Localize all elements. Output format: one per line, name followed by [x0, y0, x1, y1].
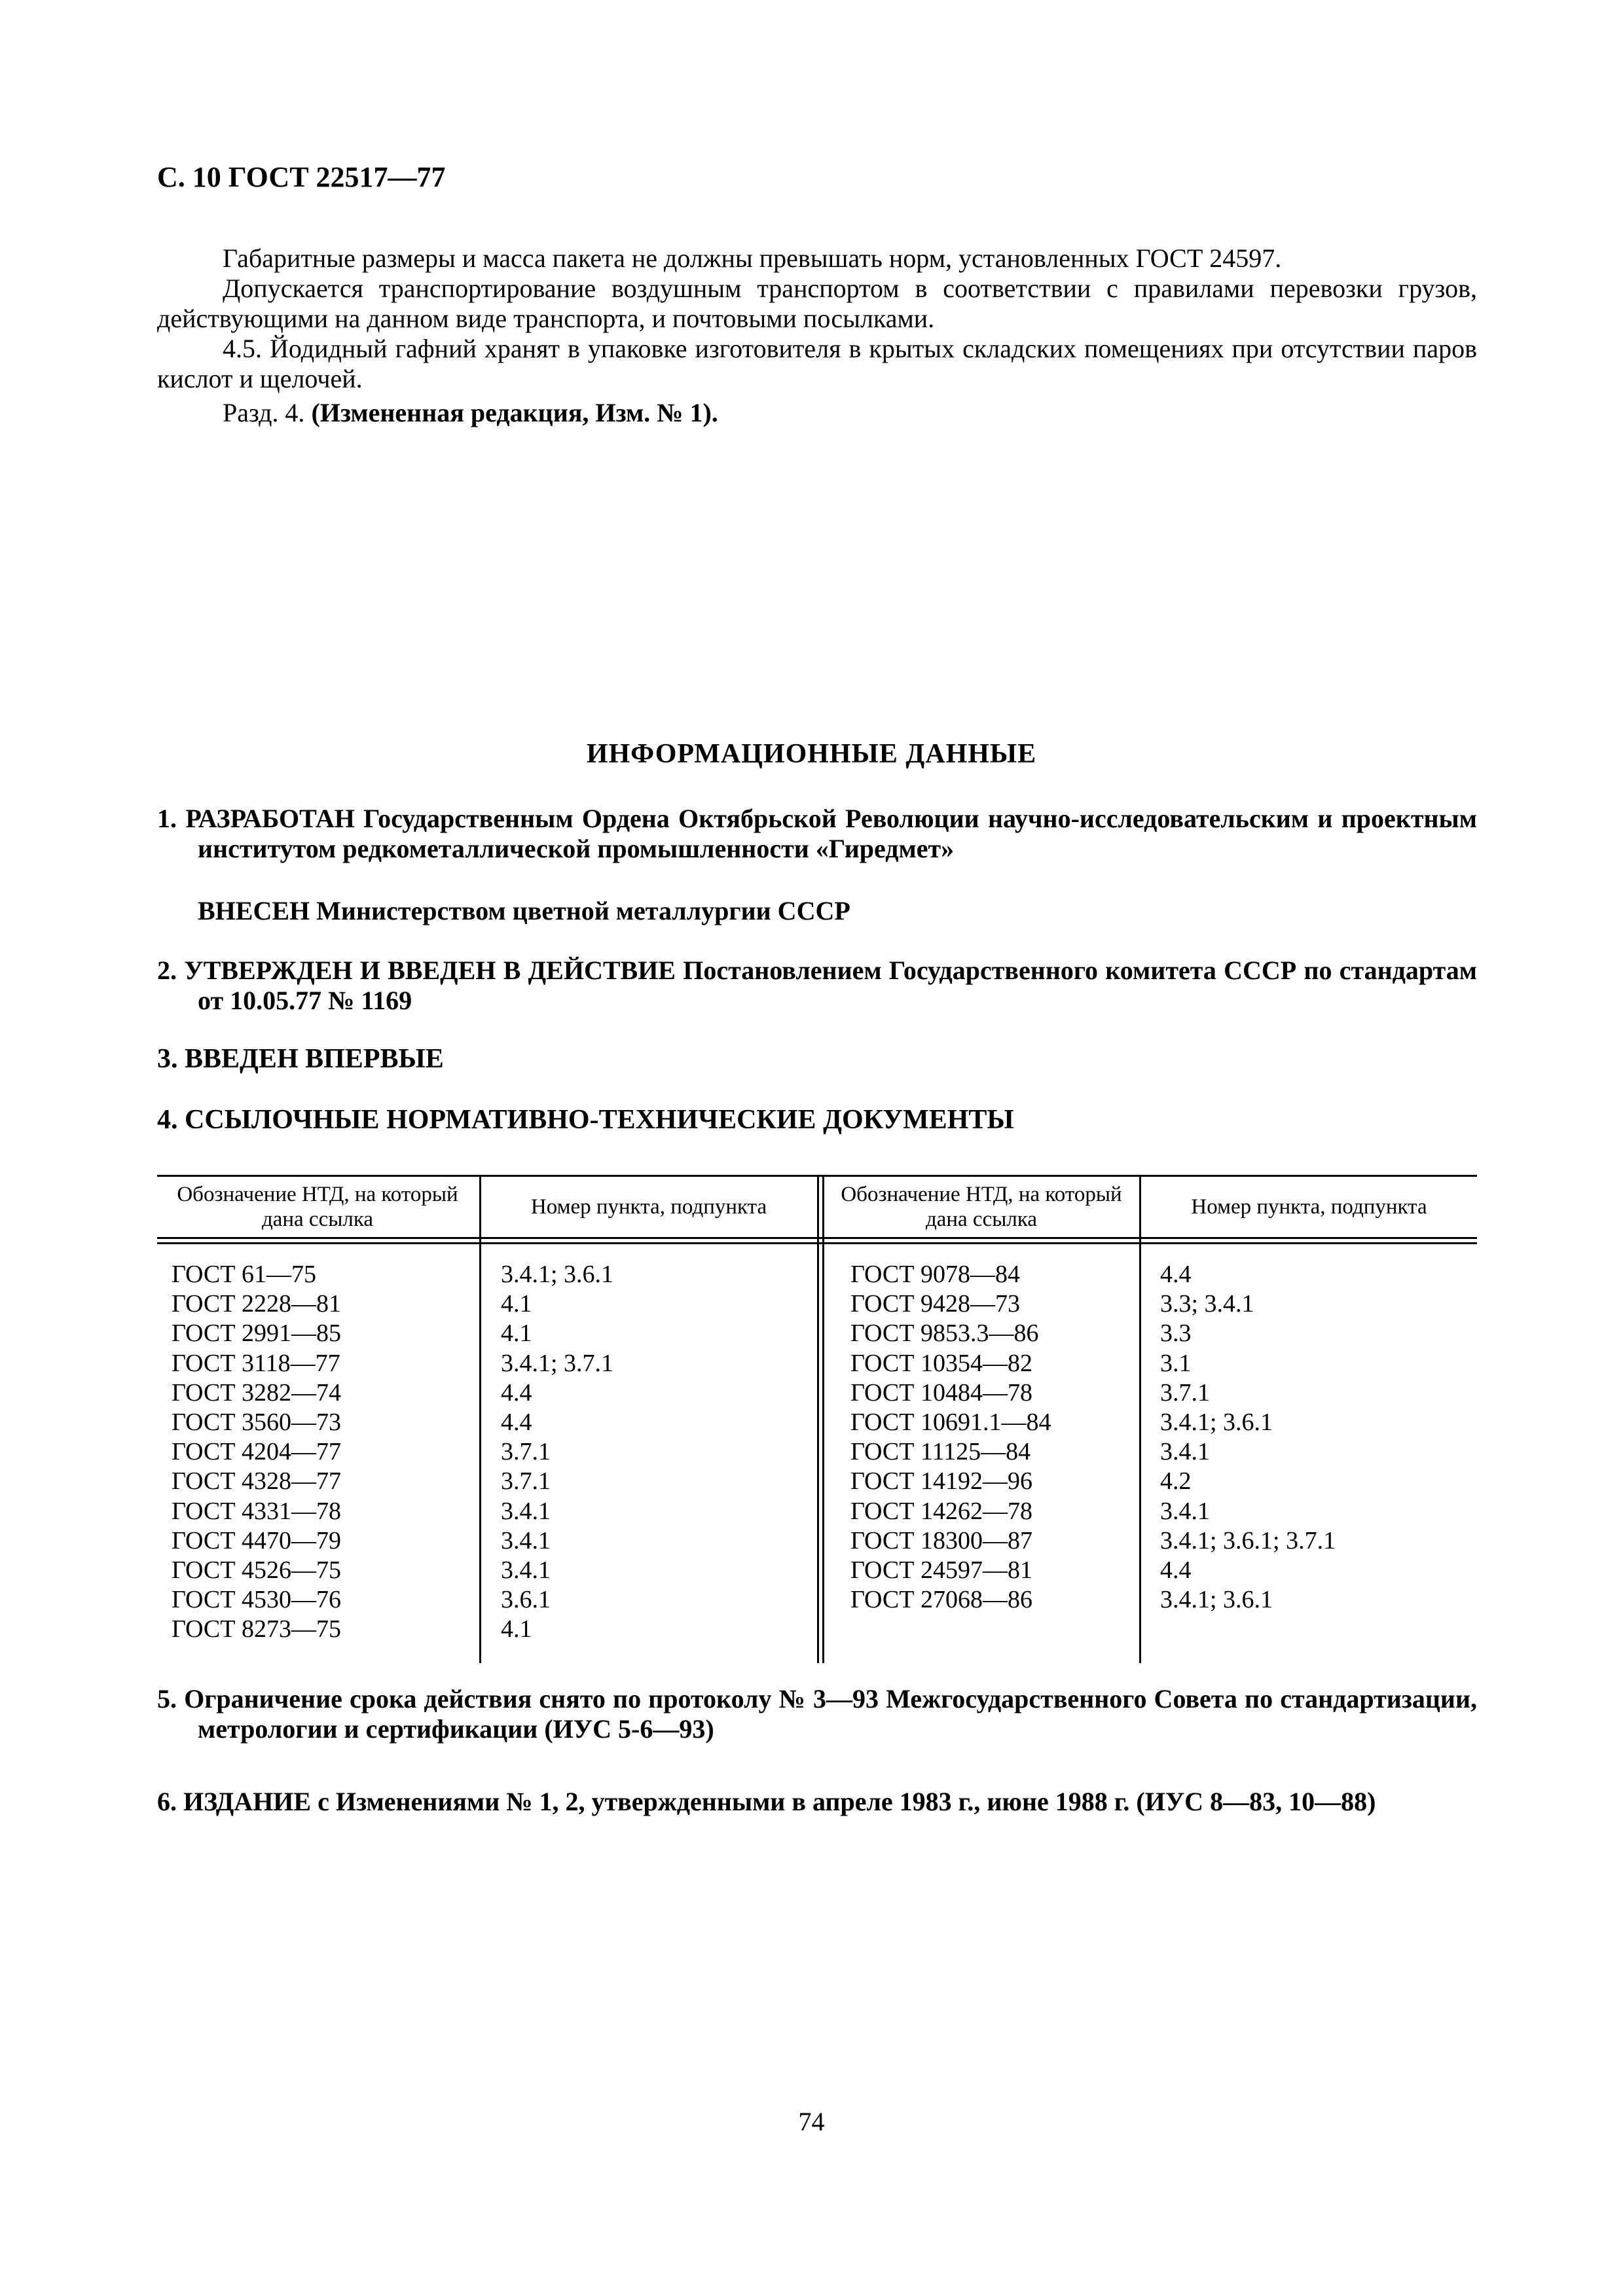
table-cell: ГОСТ 9078—84	[850, 1261, 1020, 1288]
table-cell: ГОСТ 9853.3—86	[850, 1319, 1039, 1348]
table-cell: ГОСТ 4331—78	[172, 1497, 341, 1525]
revision-label: Разд. 4.	[223, 398, 305, 427]
table-cell: 3.7.1	[1160, 1378, 1210, 1407]
table-cell: ГОСТ 18300—87	[850, 1526, 1032, 1554]
header-doc-right: Обозначение НТД, на который дана ссылка	[841, 1183, 1122, 1231]
info-item-2	[157, 956, 1477, 1016]
table-cell: 3.6.1	[501, 1586, 551, 1614]
info-item-4	[157, 1105, 1477, 1135]
table-cell: ГОСТ 10484—78	[850, 1378, 1032, 1407]
header-clause-right: Номер пункта, подпункта	[1191, 1195, 1427, 1219]
table-cell: 3.4.1	[501, 1497, 551, 1525]
revision-line	[157, 398, 1477, 428]
table-cell: 3.4.1; 3.6.1	[1160, 1586, 1273, 1614]
header-clause-left: Номер пункта, подпункта	[530, 1195, 767, 1219]
table-cell: ГОСТ 4328—77	[172, 1467, 341, 1496]
info-item-4-text: 4. ССЫЛОЧНЫЕ НОРМАТИВНО-ТЕХНИЧЕСКИЕ ДОКУМЕНТЫ	[157, 1105, 1014, 1135]
table-cell: 4.4	[501, 1408, 532, 1437]
table-cell: 3.7.1	[501, 1438, 551, 1466]
table-cell: 3.4.1; 3.7.1	[501, 1349, 614, 1377]
table-cell: 3.7.1	[501, 1467, 551, 1496]
table-cell: 3.1	[1160, 1349, 1192, 1377]
info-item-1-text: 1. РАЗРАБОТАН Государственным Ордена Октябрьской Революции научно-исследовательским и проектным институтом редкометаллической промышленности «Гиредмет»	[157, 804, 1477, 863]
left-doc-column	[172, 1260, 341, 1645]
table-cell: 4.4	[1160, 1556, 1192, 1585]
header-doc-left: Обозначение НТД, на который дана ссылка	[177, 1183, 458, 1231]
table-cell: 3.3	[1160, 1319, 1192, 1348]
table-cell: ГОСТ 11125—84	[850, 1438, 1031, 1466]
table-divider-middle-1	[817, 1175, 819, 1663]
table-cell: ГОСТ 3118—77	[172, 1349, 340, 1377]
info-item-3	[157, 1044, 1477, 1074]
info-item-1	[157, 804, 1477, 864]
table-cell: 3.4.1; 3.6.1	[501, 1261, 614, 1288]
table-divider-middle-2	[822, 1175, 824, 1663]
revision-note: (Измененная редакция, Изм. № 1).	[311, 398, 718, 427]
table-cell: ГОСТ 3282—74	[172, 1378, 341, 1407]
table-cell: 4.1	[501, 1615, 532, 1643]
table-cell: 4.2	[1160, 1467, 1192, 1496]
table-cell: ГОСТ 2228—81	[172, 1290, 341, 1318]
table-cell: ГОСТ 8273—75	[172, 1615, 341, 1643]
table-cell: ГОСТ 61—75	[172, 1261, 316, 1288]
table-cell: 4.4	[501, 1378, 532, 1407]
reference-documents-table	[157, 1175, 1477, 1663]
paragraph-transport: Допускается транспортирование воздушным транспортом в соответствии с правилами перевозки грузов, действующими на данном виде транспорта, и почтовыми посылками.	[157, 274, 1477, 333]
table-cell: 3.4.1	[501, 1556, 551, 1585]
table-cell: ГОСТ 4526—75	[172, 1556, 341, 1585]
table-cell: 4.1	[501, 1319, 532, 1348]
table-cell: 3.4.1	[1160, 1497, 1210, 1525]
paragraph-storage: 4.5. Йодидный гафний хранят в упаковке изготовителя в крытых складских помещениях при отсутствии паров кислот и щелочей.	[157, 334, 1477, 393]
page-number: 74	[798, 2107, 825, 2136]
info-item-6	[157, 1787, 1477, 1817]
right-doc-column	[850, 1260, 1051, 1615]
table-cell: ГОСТ 4530—76	[172, 1586, 341, 1614]
paragraph-dimensions: Габаритные размеры и масса пакета не должны превышать норм, установленных ГОСТ 24597.	[223, 243, 1282, 273]
table-cell: 3.4.1; 3.6.1; 3.7.1	[1160, 1526, 1336, 1554]
table-cell: ГОСТ 10354—82	[850, 1349, 1032, 1377]
table-cell: ГОСТ 9428—73	[850, 1290, 1020, 1318]
table-cell: 3.4.1; 3.6.1	[1160, 1408, 1273, 1437]
table-divider-left	[479, 1175, 481, 1663]
table-cell: 3.4.1	[501, 1526, 551, 1554]
table-cell: ГОСТ 2991—85	[172, 1319, 341, 1348]
page-header: С. 10 ГОСТ 22517—77	[157, 161, 446, 193]
info-section-title: ИНФОРМАЦИОННЫЕ ДАННЫЕ	[586, 739, 1037, 769]
table-cell: ГОСТ 24597—81	[850, 1556, 1032, 1585]
table-cell: 3.3; 3.4.1	[1160, 1290, 1254, 1318]
info-item-3-text: 3. ВВЕДЕН ВПЕРВЫЕ	[157, 1044, 444, 1074]
table-cell: ГОСТ 3560—73	[172, 1408, 341, 1437]
table-cell: ГОСТ 14192—96	[850, 1467, 1032, 1496]
table-cell: ГОСТ 4470—79	[172, 1526, 341, 1554]
left-clause-column	[501, 1260, 613, 1645]
info-item-1-sub: ВНЕСЕН Министерством цветной металлургии СССР	[198, 896, 850, 925]
table-cell: 4.1	[501, 1290, 532, 1318]
table-cell: 3.4.1	[1160, 1438, 1210, 1466]
table-cell: 4.4	[1160, 1261, 1192, 1288]
table-divider-right	[1139, 1175, 1141, 1663]
table-cell: ГОСТ 4204—77	[172, 1438, 341, 1466]
table-cell: ГОСТ 14262—78	[850, 1497, 1032, 1525]
table-cell: ГОСТ 10691.1—84	[850, 1408, 1051, 1437]
info-item-5-text: 5. Ограничение срока действия снято по протоколу № 3—93 Межгосударственного Совета по стандартизации, метрологии и сертификации (ИУС 5-6—93)	[157, 1684, 1477, 1744]
info-item-5	[157, 1684, 1477, 1744]
info-item-6-text: 6. ИЗДАНИЕ с Изменениями № 1, 2, утвержденными в апреле 1983 г., июне 1988 г. (ИУС 8—83, 10—88)	[157, 1787, 1376, 1816]
table-cell: ГОСТ 27068—86	[850, 1586, 1032, 1614]
right-clause-column	[1160, 1260, 1336, 1615]
info-item-2-text: 2. УТВЕРЖДЕН И ВВЕДЕН В ДЕЙСТВИЕ Постановлением Государственного комитета СССР по стандартам от 10.05.77 № 1169	[157, 956, 1477, 1015]
